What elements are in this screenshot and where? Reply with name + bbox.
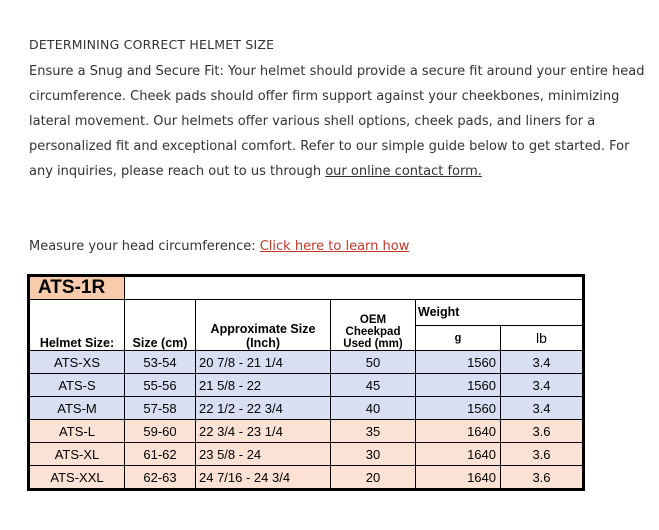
- table-row: [30, 397, 583, 420]
- cell-size: ATS-S: [30, 374, 125, 397]
- header-grams: g: [416, 325, 501, 351]
- cell-cheekpad: 50: [331, 351, 416, 374]
- cell-grams: 1560: [416, 351, 501, 374]
- cell-cm: 62-63: [125, 466, 196, 489]
- cell-cheekpad: 20: [331, 466, 416, 489]
- cell-inch: 24 7/16 - 24 3/4: [196, 466, 331, 489]
- header-approx-size: Approximate Size (Inch): [196, 300, 331, 351]
- cell-cheekpad: 35: [331, 420, 416, 443]
- cell-cm: 59-60: [125, 420, 196, 443]
- fit-description-text: Ensure a Snug and Secure Fit: Your helmet should provide a secure fit around your entire head circumference. Cheek pads should offer firm support against your cheekbones, minimizing lateral movement. Our helmets offer various shell options, cheek pads, and liners for a personalized fit and exceptional comfort. Refer to our simple guide below to get started. For any inquiries, please reach out to us through: [29, 64, 645, 179]
- cell-pounds: 3.4: [501, 351, 583, 374]
- cell-cheekpad: 40: [331, 397, 416, 420]
- helmet-size-section: [29, 35, 649, 184]
- cell-grams: 1640: [416, 420, 501, 443]
- cell-cm: 57-58: [125, 397, 196, 420]
- header-weight: Weight: [416, 300, 583, 326]
- cell-pounds: 3.6: [501, 443, 583, 466]
- learn-how-link[interactable]: Click here to learn how: [259, 239, 410, 254]
- cell-grams: 1560: [416, 397, 501, 420]
- table-row: [30, 420, 583, 443]
- cell-size: ATS-XS: [30, 351, 125, 374]
- cell-size: ATS-XL: [30, 443, 125, 466]
- cell-size: ATS-L: [30, 420, 125, 443]
- cell-inch: 21 5/8 - 22: [196, 374, 331, 397]
- header-size-cm: Size (cm): [125, 300, 196, 351]
- cell-pounds: 3.4: [501, 374, 583, 397]
- cell-inch: 20 7/8 - 21 1/4: [196, 351, 331, 374]
- section-heading: DETERMINING CORRECT HELMET SIZE: [29, 37, 275, 52]
- cell-pounds: 3.6: [501, 420, 583, 443]
- cell-inch: 22 3/4 - 23 1/4: [196, 420, 331, 443]
- cell-grams: 1640: [416, 466, 501, 489]
- table-row: [30, 443, 583, 466]
- header-pounds: lb: [501, 325, 583, 351]
- table-row: [30, 374, 583, 397]
- measure-text: Measure your head circumference:: [29, 239, 260, 254]
- header-helmet-size: Helmet Size:: [30, 300, 125, 351]
- size-chart-table: [29, 276, 583, 489]
- table-row: [30, 466, 583, 489]
- measure-line: [29, 236, 409, 258]
- cell-pounds: 3.4: [501, 397, 583, 420]
- table-title: ATS-1R: [30, 277, 125, 300]
- cell-inch: 23 5/8 - 24: [196, 443, 331, 466]
- cell-grams: 1640: [416, 443, 501, 466]
- cell-cm: 53-54: [125, 351, 196, 374]
- cell-cm: 61-62: [125, 443, 196, 466]
- header-cheekpad: OEM Cheekpad Used (mm): [331, 300, 416, 351]
- cell-cheekpad: 45: [331, 374, 416, 397]
- cell-size: ATS-XXL: [30, 466, 125, 489]
- contact-form-link[interactable]: our online contact form.: [325, 164, 482, 179]
- title-spacer: [125, 277, 583, 300]
- fit-description: [29, 59, 649, 184]
- cell-pounds: 3.6: [501, 466, 583, 489]
- cell-size: ATS-M: [30, 397, 125, 420]
- cell-cm: 55-56: [125, 374, 196, 397]
- table-row: [30, 351, 583, 374]
- cell-cheekpad: 30: [331, 443, 416, 466]
- cell-inch: 22 1/2 - 22 3/4: [196, 397, 331, 420]
- cell-grams: 1560: [416, 374, 501, 397]
